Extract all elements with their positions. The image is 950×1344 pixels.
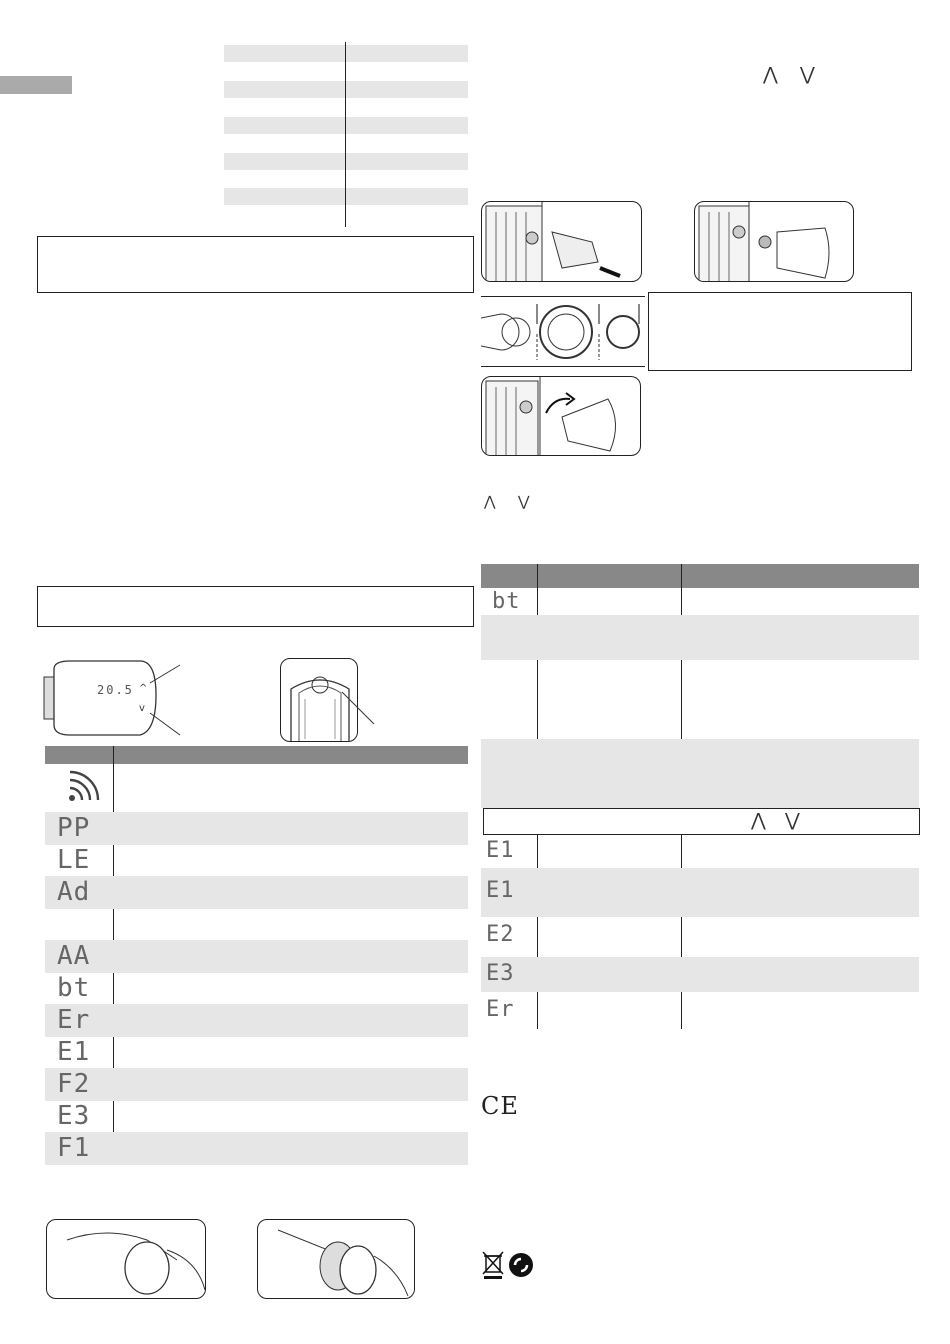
svg-text:v: v [139,703,145,714]
error-code: E2 [486,922,515,947]
error-code: E3 [486,961,515,986]
arrow-banner [483,808,920,835]
section-tab [0,76,72,94]
table-row [45,940,468,973]
thermostat-mount-illustration [481,376,641,456]
up-arrow-icon: ⋀ [763,64,778,85]
spec-row [224,117,468,134]
note-box [648,292,912,371]
down-arrow-icon: ⋁ [518,494,530,510]
table-row [45,1004,468,1037]
display-code: F1 [57,1133,91,1163]
table-row [481,739,919,808]
display-code: F2 [57,1069,91,1099]
callout-line [340,690,380,730]
down-arrow-icon: ⋁ [800,64,815,85]
display-code: AA [57,941,91,971]
spec-row [224,81,468,98]
up-arrow-icon: ⋀ [751,810,766,831]
table-row [481,868,919,917]
display-code: Er [57,1005,91,1035]
lcd-readout: 20.5 [97,683,134,697]
ce-mark-icon: CE [481,1092,519,1120]
table-divider [681,835,682,1029]
table-row [45,1132,468,1165]
spec-divider [345,42,346,227]
display-code: Ad [57,877,91,907]
spec-row [224,45,468,62]
spec-row [224,153,468,170]
green-dot-recycle-icon [508,1252,534,1278]
error-code: Er [486,997,515,1022]
display-code: bt [57,973,91,1003]
up-arrow-icon: ⋀ [484,494,496,510]
note-box [37,236,474,293]
svg-text:^: ^ [139,683,148,694]
battery-open-illustration [257,1219,415,1299]
display-code: E3 [57,1101,91,1131]
thermostat-front-illustration [40,655,200,745]
table-divider [537,835,538,1029]
display-code: PP [57,813,91,843]
down-arrow-icon: ⋁ [785,810,800,831]
table-row [45,812,468,845]
note-box [37,586,474,627]
error-code: bt [492,589,521,614]
display-code: E1 [57,1037,91,1067]
spec-row [224,188,468,205]
radiator-adapter-illustration [694,201,854,282]
battery-cover-illustration [46,1219,206,1299]
table-row [481,957,919,992]
table-row [45,876,468,909]
radiator-remove-illustration [481,201,642,282]
display-code: LE [57,845,91,875]
table-header [481,564,919,588]
error-code: E1 [486,838,515,863]
table-row [45,1068,468,1101]
table-row [481,615,919,660]
error-code: E1 [486,878,515,903]
table-header [45,746,468,764]
weee-bin-icon [481,1250,505,1280]
wireless-signal-icon [66,770,102,804]
